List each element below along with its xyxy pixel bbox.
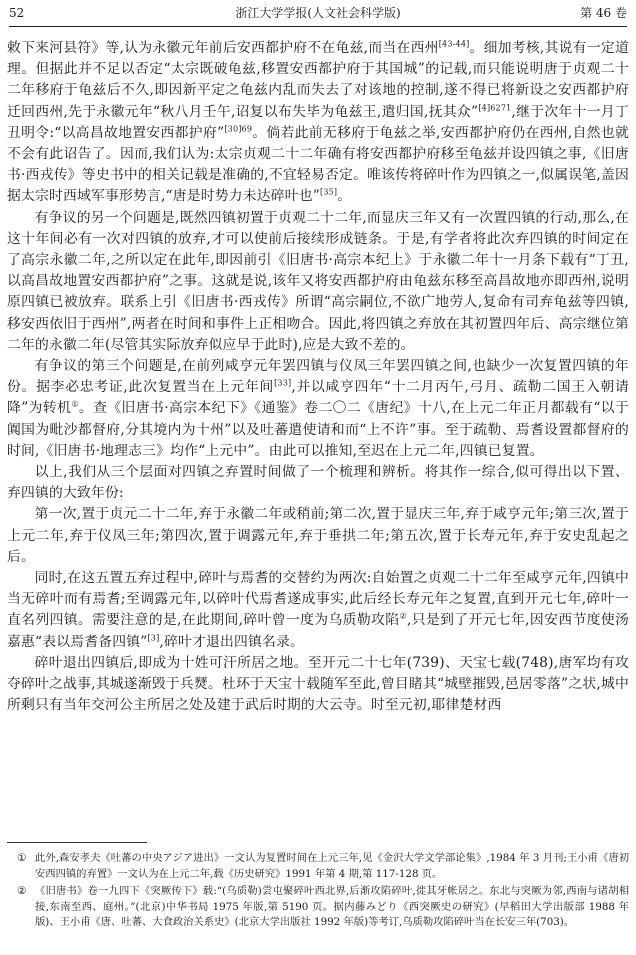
paragraph-text: ,碎叶才退出四镇名录。	[159, 633, 304, 650]
footnote-text: 此外,森安孝夫《吐蕃の中央アジア进出》一文认为复置时间在上元三年,见《金沢大学文学部论集》,1984 年 3 月刊;王小甫《唐初安西四镇的弃置》一文认为在上元二年,载《历史研究》1991 年第 4 期,第 117-128 页。	[35, 852, 629, 880]
paragraph	[7, 653, 629, 717]
citation-marker: ①	[71, 399, 79, 409]
paragraph	[7, 504, 629, 568]
citation-marker: [33]	[274, 378, 292, 388]
paragraph-text: 。查《旧唐书·高宗本纪下》《通鉴》卷二〇二《唐纪》十八,在上元二年正月都载有“以于阗国为毗沙都督府,分其境内为十州”以及吐蕃遣使请和而“上不许”事。至于疏勒、焉耆设置都督府的时间,《旧唐书·地理志三》均作“上元中”。由此可以推知,至迟在上元二年,四镇已复置。	[7, 400, 629, 459]
citation-marker: [3]	[147, 633, 160, 643]
citation-marker: ②	[399, 611, 407, 621]
article-body	[7, 38, 629, 717]
paragraph	[7, 38, 629, 208]
paragraph-text: ,继于次年十一月丁丑明令:“以高昌故地置安西都护府”	[7, 103, 629, 141]
paragraph	[7, 568, 629, 653]
footnotes	[7, 851, 629, 933]
footnote-mark: ②	[17, 885, 27, 898]
citation-marker: [35]	[320, 187, 338, 197]
running-header	[9, 2, 627, 27]
footnote-mark: ①	[17, 852, 27, 864]
citation-marker: [4]6271	[478, 103, 512, 113]
paragraph	[7, 356, 629, 462]
paragraph-text: 同时,在这五置五弃过程中,碎叶与焉耆的交替约为两次:自始置之贞观二十二年至咸亨元年,四镇中当无碎叶而有焉耆;至调露元年,以碎叶代焉耆遂成事实,此后经长寿元年之复置,直到开元七年,碎叶一直名列四镇。需要注意的是,在此期间,碎叶曾一度为乌质勒攻陷	[7, 570, 629, 629]
paragraph-text: 第一次,置于贞元二十二年,弃于永徽二年或稍前;第二次,置于显庆三年,弃于咸亨元年;第三次,置于上元二年,弃于仪凤三年;第四次,置于调露元年,弃于垂拱二年;第五次,置于长寿元年,弃于安史乱起之后。	[7, 506, 629, 565]
footnote	[7, 851, 629, 882]
page-number: 52	[9, 6, 25, 20]
paragraph-text: 以上,我们从三个层面对四镇之弃置时间做了一个梳理和辨析。将其作一综合,似可得出以下置、弃四镇的大致年份:	[7, 464, 629, 502]
citation-marker: [30]69	[224, 124, 253, 134]
paragraph-text: ,并以咸亨四年“十二月丙午,弓月、疏勒二国王入朝请降”为转机	[7, 379, 629, 417]
paragraph	[7, 208, 629, 356]
paragraph-text: 敕下来河县符》等,认为永徽元年前后安西都护府不在龟兹,而当在西州	[7, 40, 439, 56]
footnote	[7, 884, 629, 931]
footnote-text: 《旧唐书》卷一九四下《突厥传下》载:“(乌质勒)尝屯聚碎叶西北界,后渐攻陷碎叶,徙其牙帐居之。东北与突厥为邻,西南与诸胡相接,东南至西、庭州。”(北京)中华书局 1975 年版,第 5190 页。据内藤みどり《西突厥史の研究》(早稻田大学出版部 1988 年版)、王小甫《唐、吐蕃、大食政治关系史》(北京大学出版社 1992 年版)等考订,乌质勒攻陷碎叶当在长安三年(703)。	[35, 885, 629, 929]
paragraph-text: 有争议的第三个问题是,在前列咸亨元年罢四镇与仪凤三年罢四镇之间,也缺少一次复置四镇的年份。据李必忠考证,此次复置当在上元年间	[7, 358, 629, 396]
citation-marker: [43-44]	[438, 39, 470, 49]
journal-title: 浙江大学学报(人文社会科学版)	[235, 6, 401, 20]
paragraph-text: 。倘若此前无移府于龟兹之举,安西都护府仍在西州,自然也就不会有此诏告了。因而,我们认为:太宗贞观二十二年确有将安西都护府移至龟兹并设四镇之事,《旧唐书·西戎传》等史书中的相关记载是准确的,不宜轻易否定。唯该传将碎叶作为四镇之一,似属误笔,盖因据太宗时西域军事形势言,“唐是时势力未达碎叶也”	[7, 124, 629, 205]
paragraph-text: ,只是到了开元七年,因安西节度使汤嘉惠“表以焉耆备四镇”	[7, 612, 630, 650]
volume-label: 第 46 卷	[580, 6, 627, 20]
paragraph-text: 碎叶退出四镇后,即成为十姓可汗所居之地。至开元二十七年(739)、天宝七载(748),唐军均有攻夺碎叶之战事,其城遂渐毁于兵燹。杜环于天宝十载随军至此,曾目睹其“城壁摧毁,邑居零落”之状,城中所剩只有当年交河公主所居之处及建于武后时期的大云寺。时至元初,耶律楚材西	[7, 654, 629, 714]
paragraph	[7, 462, 629, 504]
footnote-rule	[7, 842, 147, 843]
paragraph-text: 。	[337, 188, 352, 205]
paragraph-text: 有争议的另一个问题是,既然四镇初置于贞观二十二年,而显庆三年又有一次置四镇的行动,那么,在这十年间必有一次对四镇的放弃,才可以使前后接续形成链条。于是,有学者将此次弃四镇的时间定在了高宗永徽二年,之所以定在此年,即因前引《旧唐书·高宗本纪上》于永徽二年十一月条下载有“丁丑,以高昌故地置安西都护府”之事。这就是说,该年又将安西都护府由龟兹东移至高昌故地亦即西州,说明原四镇已被放弃。联系上引《旧唐书·西戎传》所谓“高宗嗣位,不欲广地劳人,复命有司弃龟兹等四镇,移安西依旧于西州”,两者在时间和事件上正相吻合。因此,将四镇之弃放在其初置四年后、高宗继位第二年的永徽二年(尽管其实际放弃似应早于此时),应是大致不差的。	[7, 209, 629, 353]
paragraph-text: 。细加考核,其说有一定道理。但据此并不足以否定“太宗既破龟兹,移置安西都护府于其国城”的记载,而只能说明唐于贞观二十二年移府于龟兹后不久,即因新平定之龟兹内乱而失去了对该地的控制,遂不得已将新设之安西都护府迁回西州,先于永徽元年“秋八月壬午,诏复以布失毕为龟兹王,遣归国,抚其众”	[7, 40, 629, 120]
